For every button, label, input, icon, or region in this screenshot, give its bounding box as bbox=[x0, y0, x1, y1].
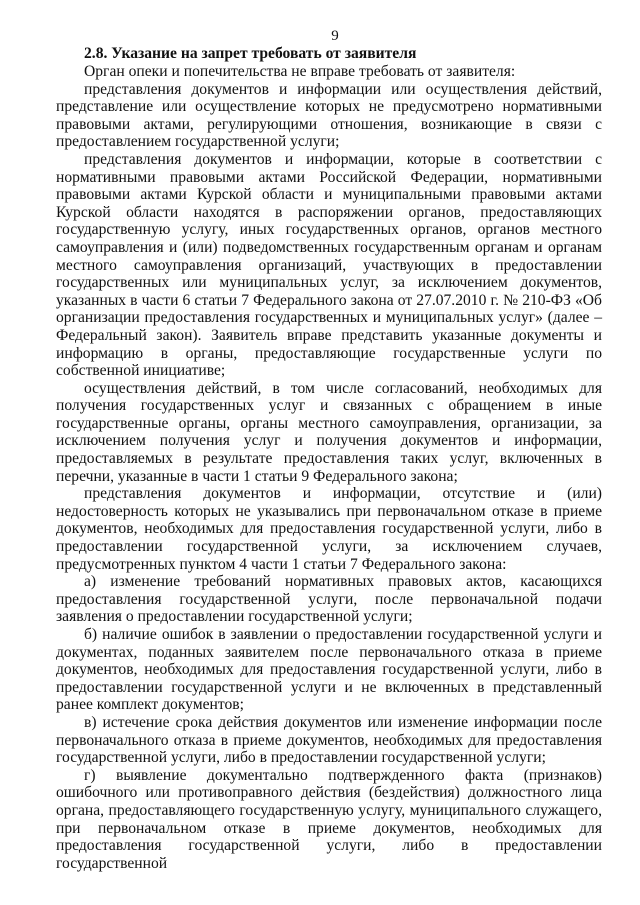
document-page bbox=[56, 28, 602, 872]
paragraph-item-1: представления документов и информации или осуществления действий, представление или осуществление которых не предусмотрено нормативными правовыми актами, регулирующими отношения, возникающие в связи с предоставлением государственной услуги; bbox=[56, 80, 602, 151]
paragraph-item-3: осуществления действий, в том числе согласований, необходимых для получения государственных услуг и связанных с обращением в иные государственные органы, органы местного самоуправления, организации, за исключением получения услуг и получения документов и информации, предоставляемых в результате предоставления таких услуг, включенных в перечни, указанные в части 1 статьи 9 Федерального закона; bbox=[56, 379, 602, 485]
section-heading: 2.8. Указание на запрет требовать от заявителя bbox=[84, 45, 417, 62]
paragraph-subitem-b: б) наличие ошибок в заявлении о предоставлении государственной услуги и документах, поданных заявителем после первоначального отказа в приеме документов, необходимых для предоставления государственной услуги, либо в предоставлении государственной услуги и не включенных в представленный ранее комплект документов; bbox=[56, 626, 602, 714]
paragraph-intro: Орган опеки и попечительства не вправе требовать от заявителя: bbox=[84, 63, 516, 80]
paragraph-subitem-v: в) истечение срока действия документов или изменение информации после первоначального отказа в приеме документов, необходимых для предоставления государственной услуги, либо в предоставлении государственной услуги; bbox=[56, 713, 602, 767]
paragraph-subitem-a: а) изменение требований нормативных правовых актов, касающихся предоставления государственной услуги, после первоначальной подачи заявления о предоставлении государственной услуги; bbox=[56, 573, 602, 626]
paragraph-item-2: представления документов и информации, которые в соответствии с нормативными правовыми актами Российской Федерации, нормативными правовыми актами Курской области и муниципальными правовыми актами Курской области находятся в распоряжении органов, предоставляющих государственную услугу, иных государственных органов, органов местного самоуправления и (или) подведомственных государственным органам и органам местного самоуправления организаций, участвующих в предоставлении государственных или муниципальных услуг, за исключением документов, указанных в части 6 статьи 7 Федерального закона от 27.07.2010 г. № 210-ФЗ «Об организации предоставления государственных и муниципальных услуг» (далее – Федеральный закон). Заявитель вправе представить указанные документы и информацию в органы, предоставляющие государственные услуги по собственной инициативе; bbox=[56, 150, 602, 380]
page-number: 9 bbox=[331, 28, 339, 44]
paragraph-subitem-g: г) выявление документально подтвержденного факта (признаков) ошибочного или противоправного действия (бездействия) должностного лица органа, предоставляющего государственную услугу, муниципального служащего, при первоначальном отказе в приеме документов, необходимых для предоставления государственной услуги, либо в предоставлении государственной bbox=[56, 766, 602, 872]
paragraph-item-4: представления документов и информации, отсутствие и (или) недостоверность которых не указывались при первоначальном отказе в приеме документов, необходимых для предоставления государственной услуги, либо в предоставлении государственной услуги, за исключением случаев, предусмотренных пунктом 4 части 1 статьи 7 Федерального закона: bbox=[56, 485, 602, 573]
